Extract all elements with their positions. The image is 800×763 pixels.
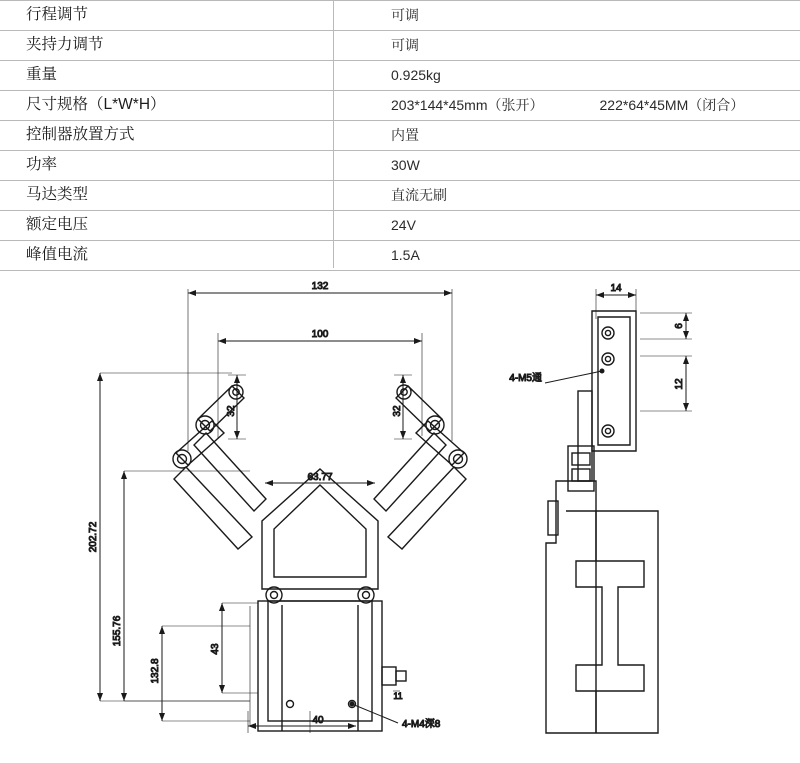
spec-label: 额定电压 [0,211,359,241]
side-view-group [509,283,692,733]
dim-100 [218,329,422,344]
dim-label-base-width: 40 [312,715,324,726]
spec-value-main: 30W [391,157,420,174]
spec-value-main: 可调 [391,37,419,54]
gripper-base [258,601,406,731]
spec-label: 重量 [0,61,359,91]
dim-label-inner-width: 100 [311,329,329,340]
dim-label-total-height: 202.72 [88,521,99,553]
dim-label-mid-height: 12 [674,378,685,390]
dim-label-small-depth: 11 [393,691,403,701]
spec-label: 夹持力调节 [0,31,359,61]
note-4-m5 [509,369,604,385]
spec-value [359,91,800,121]
table-row [0,31,800,61]
table-row [0,91,800,121]
spec-value-main: 可调 [391,7,419,24]
table-row [0,61,800,91]
spec-value [359,181,800,211]
spec-value-main: 内置 [391,127,419,144]
spec-value [359,1,800,31]
note-label-4-m4: 4-M4深8 [402,719,441,730]
dim-202-72 [88,373,103,701]
spec-value [359,31,800,61]
dim-132-8 [150,626,165,721]
side-view-body [546,311,658,733]
dim-label-finger-offset-right: 32 [392,405,403,417]
spec-value-main: 1.5A [391,247,420,264]
table-row [0,211,800,241]
spec-label: 功率 [0,151,359,181]
table-row [0,241,800,271]
dim-label-top-width: 14 [610,283,622,294]
dim-label-mid-height: 155.76 [112,615,123,647]
spec-value-main: 203*144*45mm（张开） [391,97,544,114]
dim-132 [188,281,452,296]
dim-40 [248,715,356,729]
spec-value [359,121,800,151]
specification-table [0,0,800,271]
spec-value-main: 0.925kg [391,67,441,84]
spec-value-main: 24V [391,217,416,234]
table-row [0,1,800,31]
dim-label-lower-height: 132.8 [150,658,161,684]
table-row [0,121,800,151]
table-body [0,1,800,271]
dim-63-77 [265,472,375,486]
dim-43 [210,603,225,693]
drawing-svg [0,271,800,761]
table-row [0,151,800,181]
front-view-group [88,281,467,733]
table-row [0,181,800,211]
spec-value [359,211,800,241]
dim-12 [674,356,689,411]
spec-label: 峰值电流 [0,241,359,271]
spec-value-main: 直流无刷 [391,187,447,204]
technical-drawing [0,271,800,761]
spec-value [359,151,800,181]
dim-label-finger-offset-left: 32 [226,405,237,417]
dim-label-top-height: 6 [674,323,685,329]
spec-label: 马达类型 [0,181,359,211]
spec-label: 行程调节 [0,1,359,31]
dim-label-overall-width: 132 [311,281,329,292]
dim-14 [596,283,636,298]
note-label-4-m5: 4-M5通 [509,373,542,384]
spec-label: 尺寸规格（L*W*H） [0,91,359,121]
dim-label-base-height: 43 [210,643,221,655]
note-4-m4 [350,702,441,731]
dim-6 [674,313,689,339]
spec-label: 控制器放置方式 [0,121,359,151]
gripper-left-arm [173,385,266,549]
gripper-center-body [262,469,378,603]
dim-155-76 [112,471,127,701]
dim-label-center-span: 63.77 [307,472,333,483]
gripper-right-arm [374,385,467,549]
spec-value [359,61,800,91]
table-column-divider [333,0,334,268]
dim-11 [393,691,403,701]
spec-value [359,241,800,271]
spec-value-secondary: 222*64*45MM（闭合） [599,97,745,114]
